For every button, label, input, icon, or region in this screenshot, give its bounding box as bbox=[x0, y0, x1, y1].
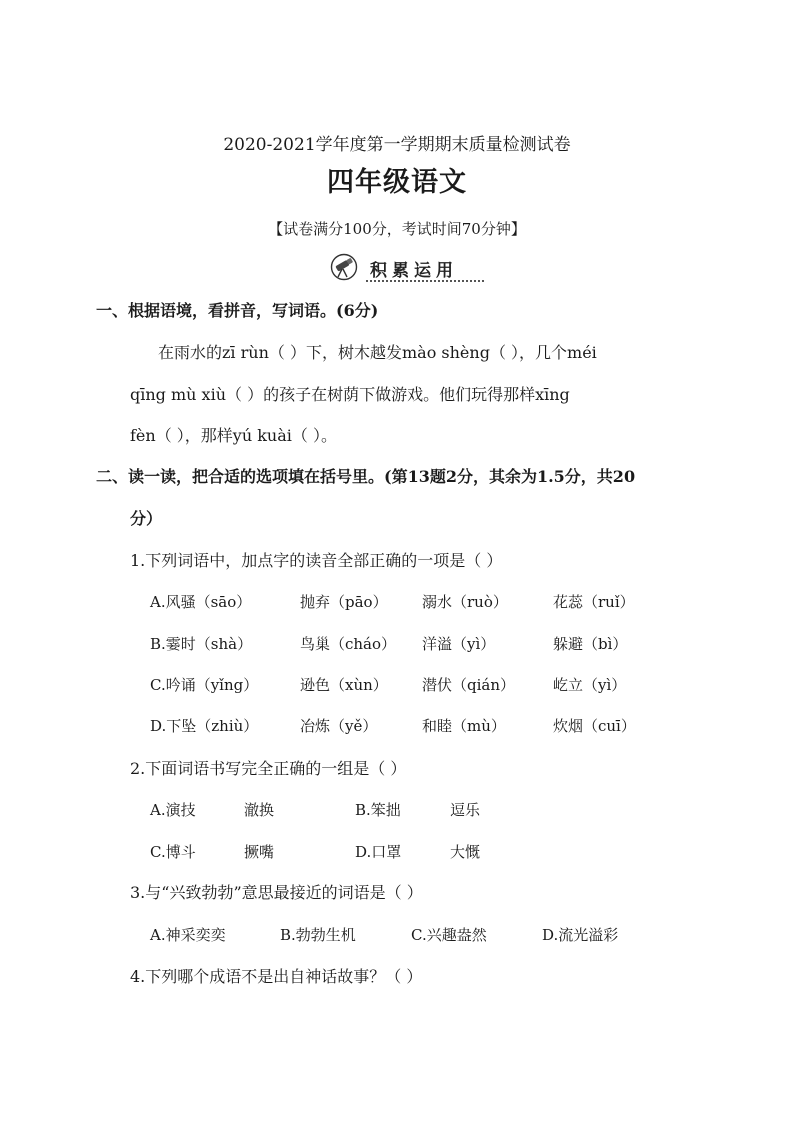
q3-option-c: C.兴趣盎然 bbox=[411, 926, 487, 944]
exam-title: 2020-2021学年度第一学期期末质量检测试卷 bbox=[223, 135, 571, 155]
q3-stem: 3.与“兴致勃勃”意思最接近的词语是（ ） bbox=[130, 883, 423, 902]
part2-heading: 二、读一读，把合适的选项填在括号里。(第13题2分，其余为1.5分，共20 bbox=[96, 467, 636, 486]
q2-option-d-1: D.口罩 bbox=[355, 843, 402, 861]
q1-option-a-3: 溺水（ruò） bbox=[422, 593, 508, 611]
q1-option-d-2: 冶炼（yě） bbox=[300, 717, 378, 735]
q3-option-a: A.神采奕奕 bbox=[150, 926, 226, 944]
q2-option-c-2: 撅嘴 bbox=[244, 843, 275, 861]
q1-option-a-1: A.风骚（sāo） bbox=[150, 593, 252, 611]
subject-title: 四年级语文 bbox=[327, 167, 467, 198]
part1-line-3: fèn（ ），那样yú kuài（ ）。 bbox=[130, 426, 337, 445]
q1-option-c-3: 潜伏（qián） bbox=[422, 676, 516, 694]
q1-stem: 1.下列词语中，加点字的读音全部正确的一项是（ ） bbox=[130, 551, 503, 570]
part2-heading-cont: 分） bbox=[130, 509, 163, 528]
q1-option-d-3: 和睦（mù） bbox=[422, 717, 506, 735]
q1-option-b-3: 洋溢（yì） bbox=[422, 635, 496, 653]
part1-line-2: qīng mù xiù（ ）的孩子在树荫下做游戏。他们玩得那样xīng bbox=[130, 385, 570, 404]
telescope-icon bbox=[330, 253, 358, 281]
q1-option-a-2: 抛弃（pāo） bbox=[300, 593, 388, 611]
q3-option-d: D.流光溢彩 bbox=[542, 926, 619, 944]
q2-option-b-1: B.笨拙 bbox=[355, 801, 401, 819]
q1-option-b-4: 躲避（bì） bbox=[553, 635, 628, 653]
q1-option-c-4: 屹立（yì） bbox=[553, 676, 627, 694]
section-banner-label: 积累运用 bbox=[370, 261, 458, 281]
q4-stem: 4.下列哪个成语不是出自神话故事？（ ） bbox=[130, 967, 423, 986]
q1-option-c-1: C.吟诵（yǐng） bbox=[150, 676, 259, 694]
q2-option-a-2: 澈换 bbox=[244, 801, 275, 819]
q2-option-c-1: C.博斗 bbox=[150, 843, 196, 861]
q3-option-b: B.勃勃生机 bbox=[280, 926, 356, 944]
part1-heading: 一、根据语境，看拼音，写词语。(6分) bbox=[96, 301, 379, 320]
banner-underline bbox=[366, 280, 484, 282]
q1-option-a-4: 花蕊（ruǐ） bbox=[553, 593, 635, 611]
q2-option-d-2: 大慨 bbox=[450, 843, 481, 861]
q1-option-c-2: 逊色（xùn） bbox=[300, 676, 388, 694]
part1-line-1: 在雨水的zī rùn（ ）下，树木越发mào shèng（ ），几个méi bbox=[158, 343, 597, 362]
q1-option-d-1: D.下坠（zhiù） bbox=[150, 717, 259, 735]
section-banner bbox=[330, 253, 490, 283]
q2-stem: 2.下面词语书写完全正确的一组是（ ） bbox=[130, 759, 407, 778]
q2-option-a-1: A.演技 bbox=[150, 801, 196, 819]
exam-note: 【试卷满分100分，考试时间70分钟】 bbox=[268, 220, 526, 238]
q1-option-d-4: 炊烟（cuī） bbox=[553, 717, 636, 735]
q1-option-b-2: 鸟巢（cháo） bbox=[300, 635, 397, 653]
q1-option-b-1: B.霎时（shà） bbox=[150, 635, 253, 653]
q2-option-b-2: 逗乐 bbox=[450, 801, 481, 819]
